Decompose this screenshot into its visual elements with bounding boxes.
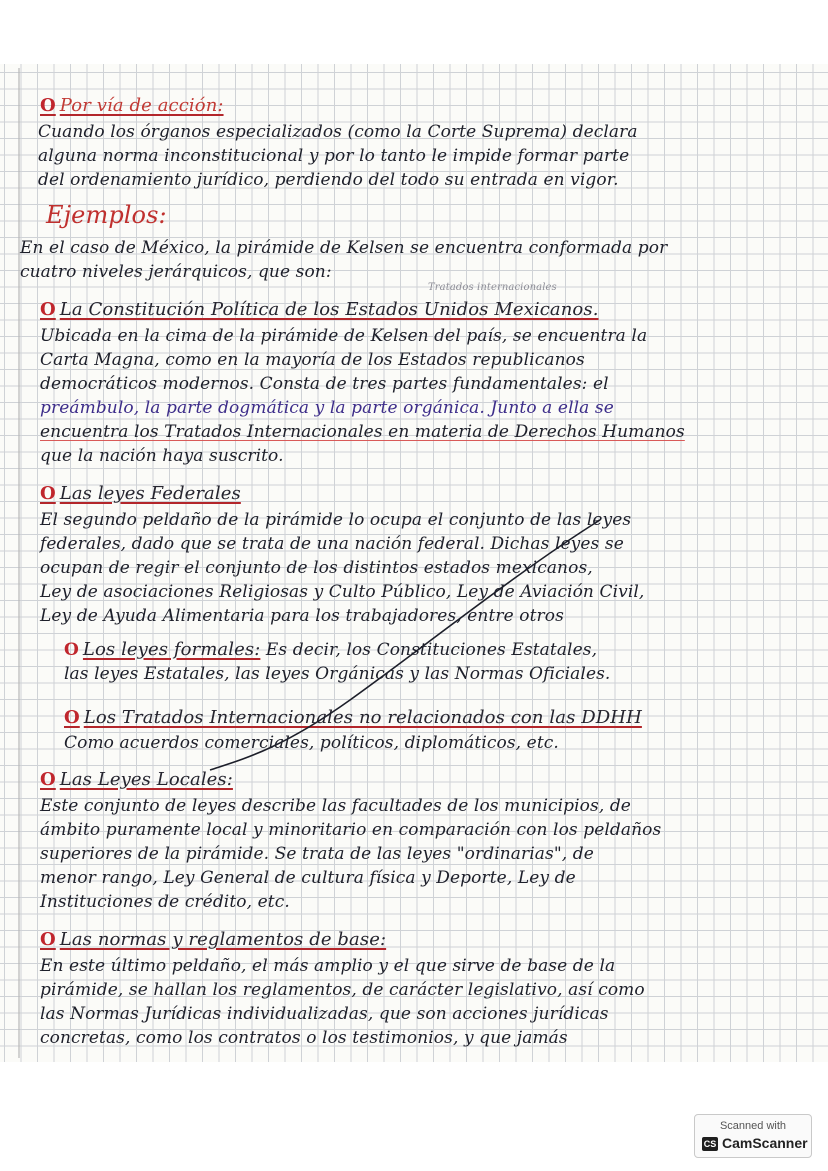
constitucion-line-1: Ubicada en la cima de la pirámide de Kelsen del país, se encuentra la: [40, 326, 648, 346]
accion-line-1: Cuando los órganos especializados (como la Corte Suprema) declara: [38, 122, 638, 142]
constitucion-line-5: encuentra los Tratados Internacionales en materia de Derechos Humanos: [40, 422, 685, 442]
normas-line-3: las Normas Jurídicas individualizadas, que son acciones jurídicas: [40, 1004, 609, 1024]
constitucion-line-4: preámbulo, la parte dogmática y la parte orgánica. Junto a ella se: [40, 398, 614, 418]
formales-line-1: O Los leyes formales: Es decir, los Constituciones Estatales,: [64, 639, 598, 660]
margin-note: Tratados internacionales: [428, 282, 557, 293]
formales-line-2: las leyes Estatales, las leyes Orgánicas y las Normas Oficiales.: [64, 664, 611, 684]
heading-normas-reglamentos: O Las normas y reglamentos de base:: [40, 929, 387, 950]
scanned-with-text: Scanned with: [719, 1120, 787, 1132]
federales-line-1: El segundo peldaño de la pirámide lo ocupa el conjunto de las leyes: [40, 510, 632, 530]
camscanner-watermark: [694, 1114, 812, 1158]
constitucion-line-6: que la nación haya suscrito.: [40, 446, 284, 466]
constitucion-line-3: democráticos modernos. Consta de tres partes fundamentales: el: [40, 374, 609, 394]
tratados-line-1: Como acuerdos comerciales, políticos, diplomáticos, etc.: [64, 733, 559, 753]
bullet-marker: O: [40, 299, 56, 320]
heading-leyes-locales: O Las Leyes Locales:: [40, 769, 233, 790]
bullet-marker: O: [40, 929, 56, 950]
bullet-marker: O: [40, 95, 56, 116]
heading-leyes-formales: Los leyes formales:: [82, 639, 261, 660]
bullet-marker: O: [40, 769, 56, 790]
accion-line-3: del ordenamiento jurídico, perdiendo del todo su entrada en vigor.: [38, 170, 619, 190]
heading-por-via-de-accion: O Por vía de acción:: [40, 95, 224, 116]
accion-line-2: alguna norma inconstitucional y por lo tanto le impide formar parte: [38, 146, 630, 166]
camscanner-brand: CamScanner: [722, 1135, 808, 1151]
federales-line-4: Ley de asociaciones Religiosas y Culto Público, Ley de Aviación Civil,: [40, 582, 645, 602]
federales-line-2: federales, dado que se trata de una nación federal. Dichas leyes se: [40, 534, 624, 554]
locales-line-2: ámbito puramente local y minoritario en comparación con los peldaños: [40, 820, 662, 840]
bullet-marker: O: [64, 640, 79, 660]
normas-line-1: En este último peldaño, el más amplio y el que sirve de base de la: [40, 956, 616, 976]
normas-line-4: concretas, como los contratos o los testimonios, y que jamás: [40, 1028, 568, 1048]
heading-tratados: O Los Tratados Internacionales no relacionados con las DDHH: [64, 707, 642, 728]
federales-line-5: Ley de Ayuda Alimentaria para los trabajadores, entre otros: [40, 606, 564, 626]
constitucion-line-2: Carta Magna, como en la mayoría de los Estados republicanos: [40, 350, 585, 370]
ejemplos-line-2: cuatro niveles jerárquicos, que son:: [20, 262, 332, 282]
locales-line-4: menor rango, Ley General de cultura física y Deporte, Ley de: [40, 868, 576, 888]
federales-line-3: ocupan de regir el conjunto de los distintos estados mexicanos,: [40, 558, 593, 578]
heading-leyes-federales: O Las leyes Federales: [40, 483, 241, 504]
camscanner-logo-icon: CS: [703, 1139, 717, 1149]
normas-line-2: pirámide, se hallan los reglamentos, de carácter legislativo, así como: [40, 980, 645, 1000]
locales-line-5: Instituciones de crédito, etc.: [40, 892, 290, 912]
locales-line-3: superiores de la pirámide. Se trata de las leyes "ordinarias", de: [40, 844, 594, 864]
locales-line-1: Este conjunto de leyes describe las facultades de los municipios, de: [40, 796, 631, 816]
heading-ejemplos: Ejemplos:: [46, 201, 167, 229]
bullet-marker: O: [40, 483, 56, 504]
ejemplos-line-1: En el caso de México, la pirámide de Kelsen se encuentra conformada por: [20, 238, 668, 258]
bullet-marker: O: [64, 707, 80, 728]
heading-constitucion: O La Constitución Política de los Estados Unidos Mexicanos.: [40, 299, 599, 320]
